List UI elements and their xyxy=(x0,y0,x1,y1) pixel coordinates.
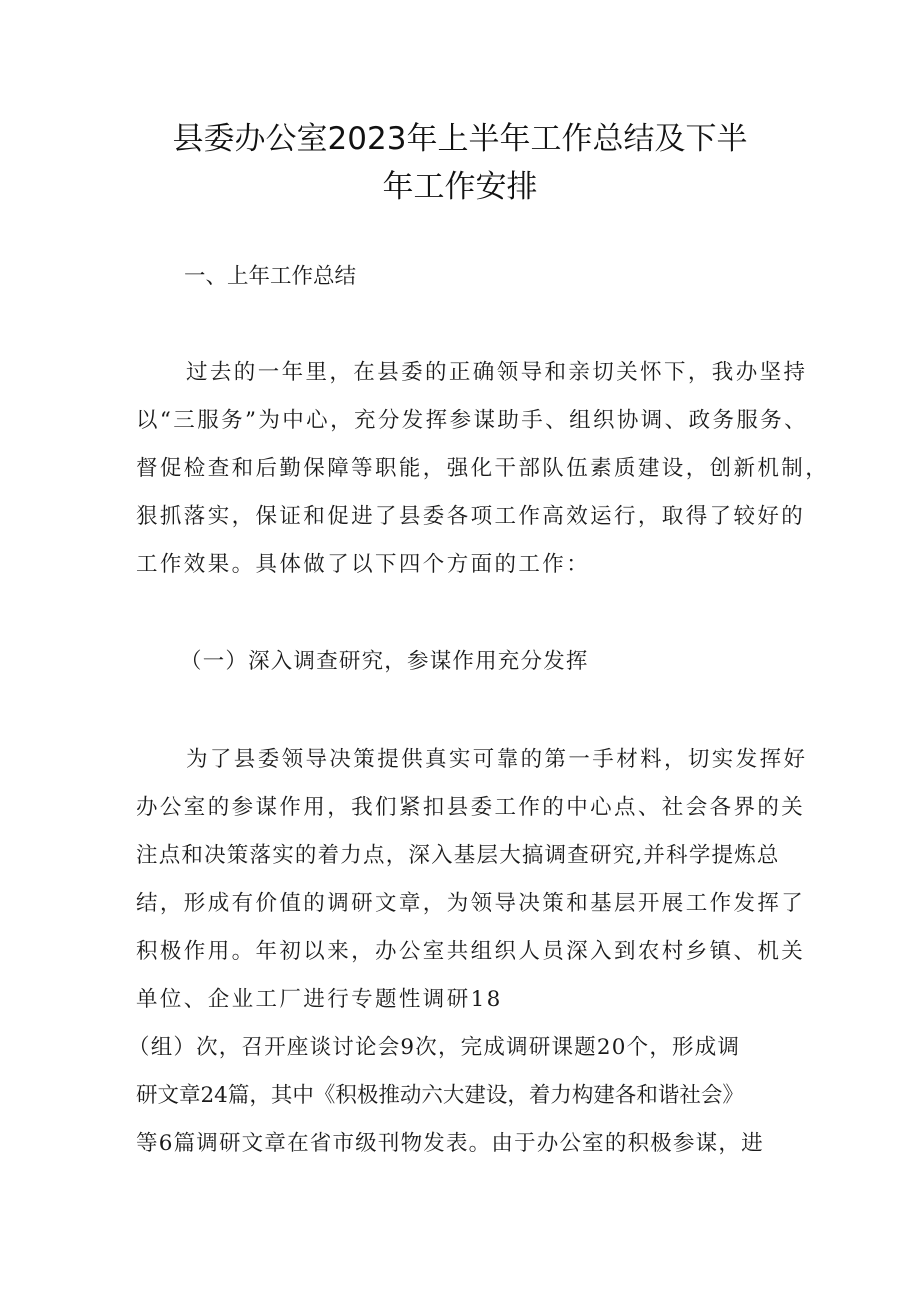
subsection-heading: （一）深入调查研究，参谋作用充分发挥 xyxy=(180,649,589,674)
paragraph1-line-4: 狠抓落实，保证和促进了县委各项工作高效运行，取得了较好的 xyxy=(136,504,806,529)
document-title-line-1: 县委办公室2023年上半年工作总结及下半 xyxy=(172,121,748,157)
paragraph2-line-1: 为了县委领导决策提供真实可靠的第一手材料，切实发挥好 xyxy=(186,747,808,772)
paragraph2-line-3: 注点和决策落实的着力点，深入基层大搞调查研究,并科学提炼总 xyxy=(136,843,780,868)
paragraph1-line-3: 督促检查和后勤保障等职能，强化干部队伍素质建设，创新机制， xyxy=(136,456,830,481)
paragraph2-line-2: 办公室的参谋作用，我们紧扣县委工作的中心点、社会各界的关 xyxy=(136,795,806,820)
paragraph2-line-4: 结，形成有价值的调研文章，为领导决策和基层开展工作发挥了 xyxy=(136,891,806,916)
paragraph1-line-2: 以“三服务”为中心，充分发挥参谋助手、组织协调、政务服务、 xyxy=(136,408,809,433)
paragraph2-line-8: 研文章24篇，其中《积极推动六大建设，着力构建各和谐社会》 xyxy=(136,1083,744,1108)
paragraph2-line-5: 积极作用。年初以来，办公室共组织人员深入到农村乡镇、机关 xyxy=(136,939,806,964)
document-title-line-2: 年工作安排 xyxy=(382,169,538,205)
paragraph2-line-6: 单位、企业工厂进行专题性调研18 xyxy=(136,987,503,1012)
section-heading: 一、上年工作总结 xyxy=(184,264,357,289)
paragraph1-line-5: 工作效果。具体做了以下四个方面的工作： xyxy=(136,552,591,577)
paragraph2-line-9: 等6篇调研文章在省市级刊物发表。由于办公室的积极参谋，进 xyxy=(136,1131,764,1156)
paragraph2-line-7: （组）次，召开座谈讨论会9次，完成调研课题20个，形成调 xyxy=(128,1035,741,1060)
paragraph1-line-1: 过去的一年里，在县委的正确领导和亲切关怀下，我办坚持 xyxy=(186,360,808,385)
